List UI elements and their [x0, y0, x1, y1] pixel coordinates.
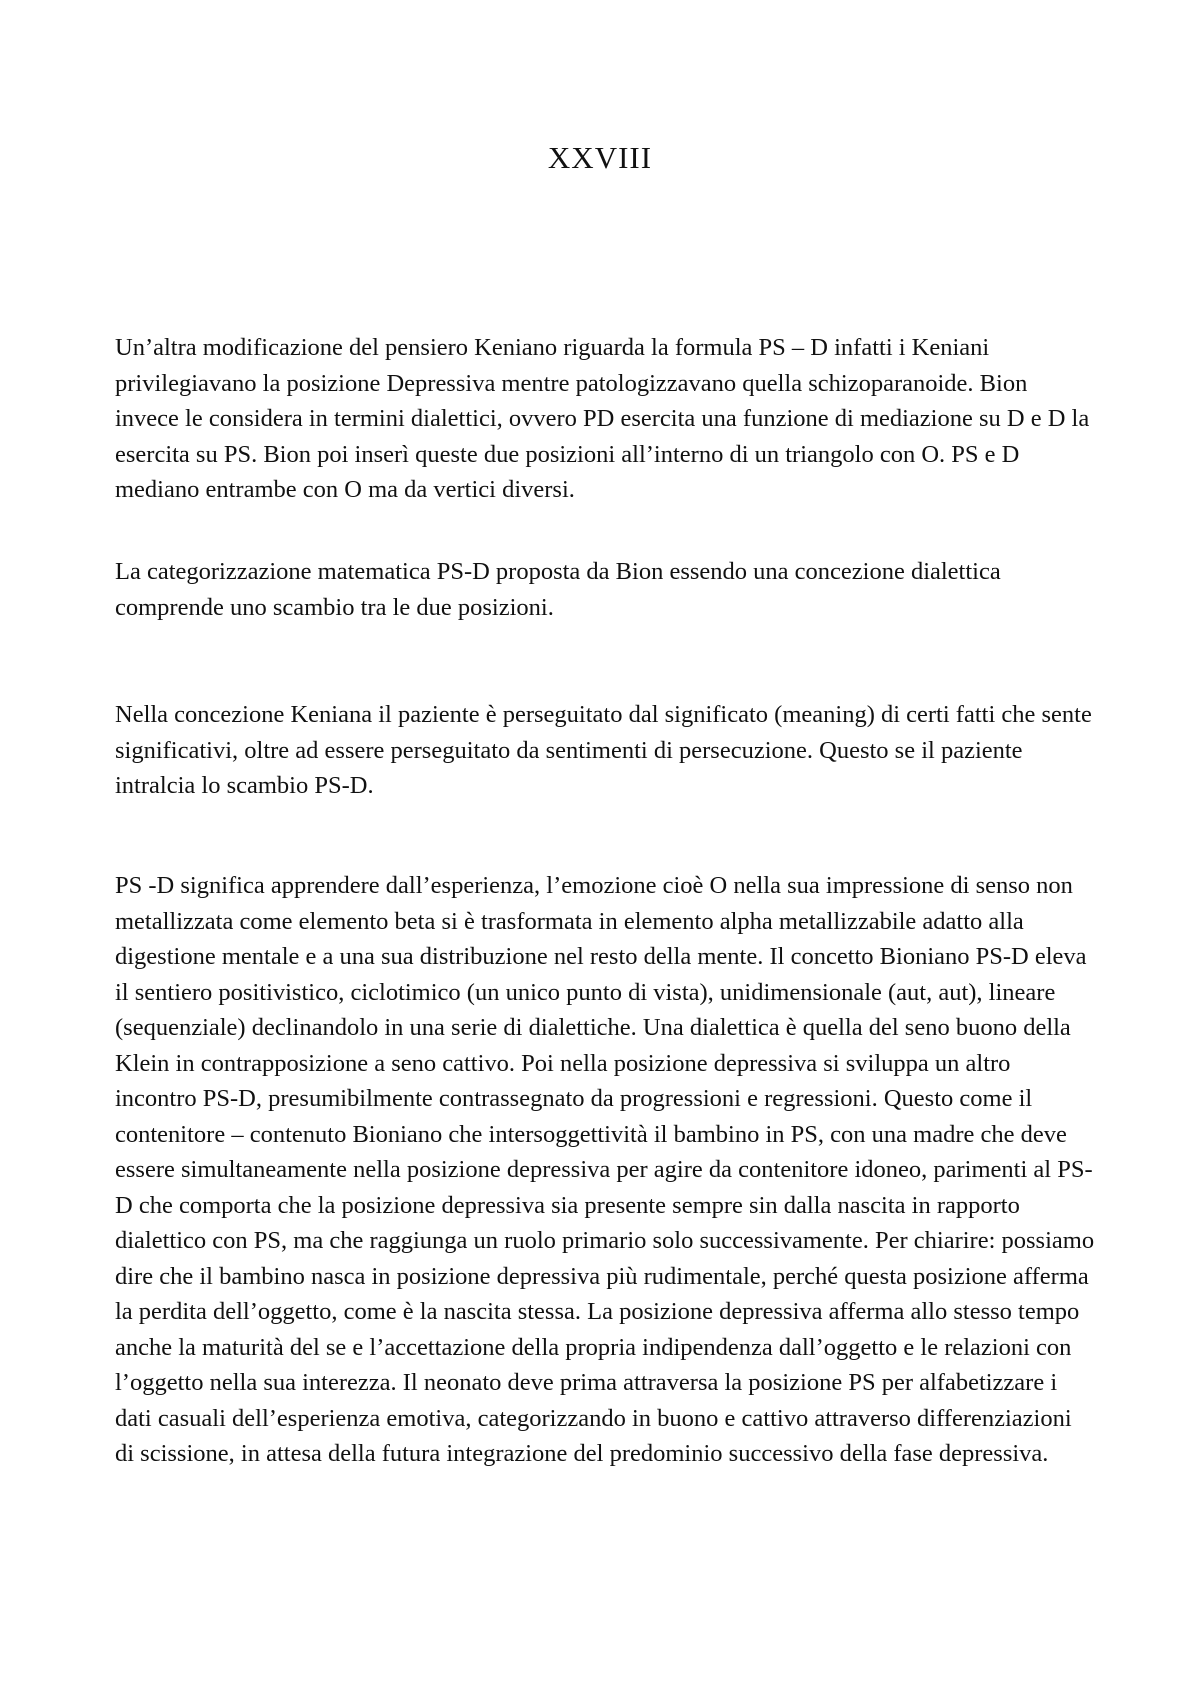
paragraph-3: Nella concezione Keniana il paziente è perseguitato dal significato (meaning) di certi fatti che sente significativi, oltre ad essere perseguitato da sentimenti di persecuzione. Questo se il paziente intralcia lo scambio PS-D.: [115, 701, 1092, 799]
paragraph-4: PS -D significa apprendere dall’esperienza, l’emozione cioè O nella sua impressione di senso non metallizzata come elemento beta si è trasformata in elemento alpha metallizzabile adatto alla digestione mentale e a una sua distribuzione nel resto della mente. Il concetto Bioniano PS-D eleva il sentiero positivistico, ciclotimico (un unico punto di vista), unidimensionale (aut, aut), lineare (sequenziale) declinandolo in una serie di dialettiche. Una dialettica è quella del seno buono della Klein in contrapposizione a seno cattivo. Poi nella posizione depressiva si sviluppa un altro incontro PS-D, presumibilmente contrassegnato da progressioni e regressioni. Questo come il contenitore – contenuto Bioniano che intersoggettività il bambino in PS, con una madre che deve essere simultaneamente nella posizione depressiva per agire da contenitore idoneo, parimenti al PS-D che comporta che la posizione depressiva sia presente sempre sin dalla nascita in rapporto dialettico con PS, ma che raggiunga un ruolo primario solo successivamente. Per chiarire: possiamo dire che il bambino nasca in posizione depressiva più rudimentale, perché questa posizione afferma la perdita dell’oggetto, come è la nascita stessa. La posizione depressiva afferma allo stesso tempo anche la maturità del se e l’accettazione della propria indipendenza dall’oggetto e le relazioni con l’oggetto nella sua interezza. Il neonato deve prima attraversa la posizione PS per alfabetizzare i dati casuali dell’esperienza emotiva, categorizzando in buono e cattivo attraverso differenziazioni di scissione, in attesa della futura integrazione del predominio successivo della fase depressiva.: [115, 872, 1095, 1467]
paragraph-1: Un’altra modificazione del pensiero Keniano riguarda la formula PS – D infatti i Keniani privilegiavano la posizione Depressiva mentre patologizzavano quella schizoparanoide. Bion invece le considera in termini dialettici, ovvero PD esercita una funzione di mediazione su D e D la esercita su PS. Bion poi inserì queste due posizioni all’interno di un triangolo con O. PS e D mediano entrambe con O ma da vertici diversi.: [115, 334, 1090, 503]
chapter-title: XXVIII: [547, 140, 653, 175]
paragraph-2: La categorizzazione matematica PS-D proposta da Bion essendo una concezione dialettica comprende uno scambio tra le due posizioni.: [115, 558, 1001, 621]
